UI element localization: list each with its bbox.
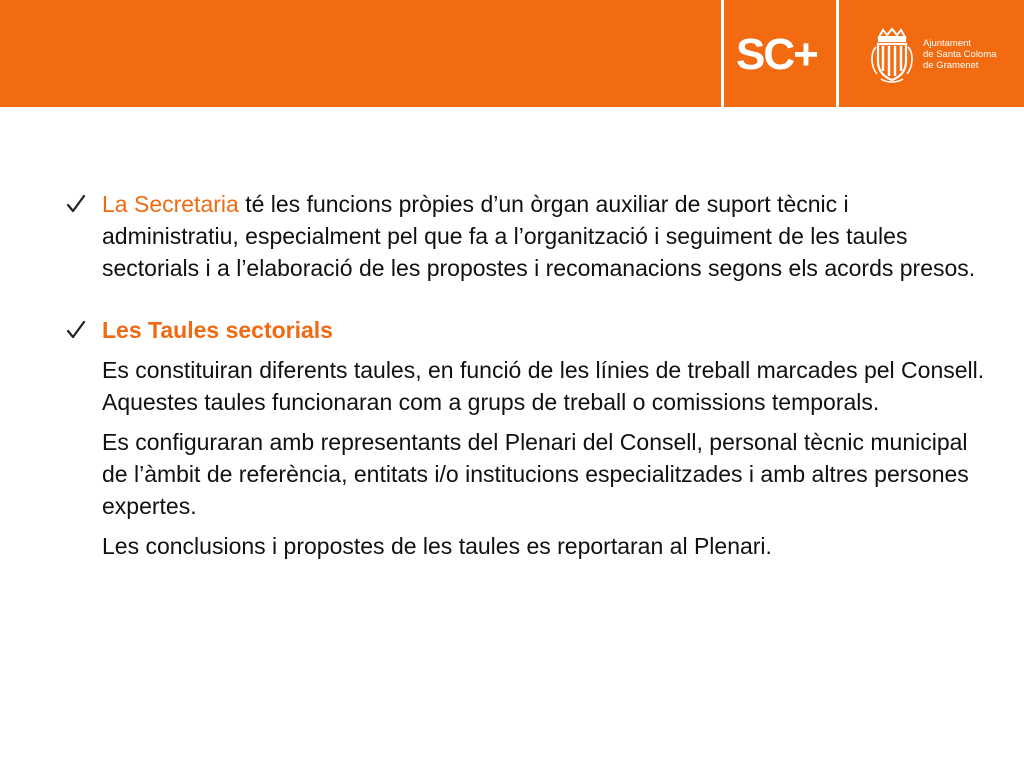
checkmark-icon: [66, 193, 86, 215]
header-bar: [0, 0, 1024, 107]
slide-body: [66, 188, 986, 562]
bullet-secretaria: [66, 188, 986, 284]
checkmark-icon: [66, 319, 86, 341]
taules-paragraph: Les conclusions i propostes de les taules es reportaran al Plenari.: [102, 533, 772, 559]
header-divider: [721, 0, 724, 107]
header-divider: [836, 0, 839, 107]
taules-heading: Les Taules sectorials: [102, 317, 333, 343]
city-name-line: de Gramenet: [923, 60, 979, 71]
city-name-line: de Santa Coloma: [923, 49, 997, 60]
taules-paragraph: Es configuraran amb representants del Plenari del Consell, personal tècnic municipal de l’àmbit de referència, entitats i/o institucions especialitzades i amb altres persones expertes.: [102, 429, 969, 519]
city-name-line: Ajuntament: [923, 38, 972, 49]
city-council-name: [923, 38, 1019, 71]
municipal-crest-icon: [867, 27, 917, 83]
sc-plus-logo: SC+: [736, 30, 817, 79]
bullet-taules-sectorials: [66, 314, 986, 346]
taules-paragraph: Es constituiran diferents taules, en funció de les línies de treball marcades pel Consell. Aquestes taules funcionaran com a grups de treball o comissions temporals.: [102, 357, 985, 415]
secretaria-text: té les funcions pròpies d’un òrgan auxiliar de suport tècnic i administratiu, especialment pel que fa a l’organització i seguiment de les taules sectorials i a l’elaboració de les propostes i recomanacions segons els acords presos.: [102, 191, 976, 281]
secretaria-highlight: La Secretaria: [102, 191, 239, 217]
